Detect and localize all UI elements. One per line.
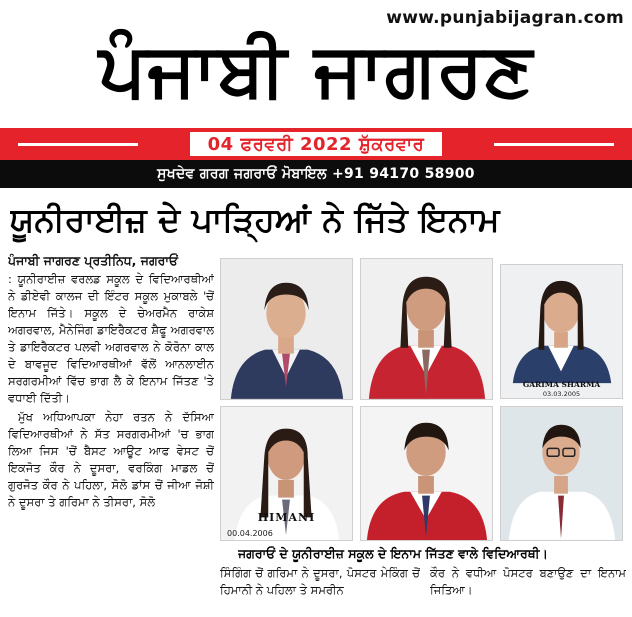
issue-date: 04 ਫਰਵਰੀ 2022 ਸ਼ੁੱਕਰਵਾਰ — [207, 133, 425, 155]
student-photo-2 — [360, 258, 493, 400]
date-band-right-rule — [494, 143, 614, 146]
student-portrait-2 — [361, 259, 492, 399]
article-overflow-col1 — [8, 565, 214, 617]
date-box — [190, 132, 443, 156]
article-byline: ਪੰਜਾਬੀ ਜਾਗਰਣ ਪ੍ਰਤੀਨਿਧ, ਜਗਰਾਓਂ — [8, 253, 178, 268]
site-url[interactable]: www.punjabijagran.com — [386, 8, 624, 28]
student-photo-1 — [220, 258, 353, 400]
article-paragraph-2: ਮੁੱਖ ਅਧਿਆਪਕਾ ਨੇਹਾ ਰਤਨ ਨੇ ਦੱਸਿਆ ਵਿਦਿਆਰਥੀਆਂ ਨੇ ਸੱਤ ਸਰਗਰਮੀਆਂ 'ਚ ਭਾਗ ਲਿਆ ਜਿਸ 'ਚੋਂ ਬੈਸਟ ਆਊਟ ਆਫ ਵੇਸਟ ਚੋਂ ਇਕਜੋਤ ਕੌਰ ਨੇ ਦੂਸਰਾ, ਵਰਕਿੰਗ ਮਾਡਲ ਚੋਂ ਗੁਰਜੋਤ ਕੌਰ ਨੇ ਪਹਿਲਾ, ਸੋਲੋ ਡਾਂਸ ਚੋਂ ਜੀਆ ਜੋਸ਼ੀ ਨੇ ਦੂਸਰਾ ਤੇ ਗਰਿਮਾ ਨੇ ਤੀਸਰਾ, ਸੋਲੋ — [8, 410, 214, 509]
photo-date-garima: 03.03.2005 — [542, 390, 581, 398]
photo-name-himani: HIMANI — [257, 511, 316, 524]
student-photo-garima — [500, 264, 623, 399]
photo-caption: ਜਗਰਾਓਂ ਦੇ ਯੂਨੀਰਾਈਜ਼ ਸਕੂਲ ਦੇ ਇਨਾਮ ਜਿੱਤਣ ਵਾਲੇ ਵਿਦਿਆਰਥੀ। — [238, 546, 548, 561]
article-bottom-col3: ਕੌਰ ਨੇ ਵਧੀਆ ਪੋਸਟਰ ਬਣਾਉਣ ਦਾ ਇਨਾਮ ਜਿਤਿਆ। — [430, 566, 626, 597]
student-photo-5 — [360, 406, 493, 541]
article-headline: ਯੂਨੀਰਾਈਜ਼ ਦੇ ਪਾੜ੍ਹਿਆਂ ਨੇ ਜਿੱਤੇ ਇਨਾਮ — [10, 200, 500, 239]
masthead — [0, 0, 632, 128]
date-band — [0, 128, 632, 160]
article-paragraph-1: : ਯੂਨੀਰਾਈਜ਼ ਵਰਲਡ ਸਕੂਲ ਦੇ ਵਿਦਿਆਰਥੀਆਂ ਨੇ ਡੀਏਵੀ ਕਾਲਜ ਦੀ ਇੰਟਰ ਸਕੂਲ ਮੁਕਾਬਲੇ 'ਚੋਂ ਇਨਾਮ ਜਿੱਤੇ। ਸਕੂਲ ਦੇ ਚੇਅਰਮੈਨ ਰਾਕੇਸ਼ ਅਗਰਵਾਲ, ਮੈਨੇਜਿੰਗ ਡਾਇਰੈਕਟਰ ਸ਼ੈਫੂ ਅਗਰਵਾਲ ਤੇ ਡਾਇਰੈਕਟਰ ਪਲਵੀ ਅਗਰਵਾਲ ਨੇ ਕੋਰੋਨਾ ਕਾਲ ਦੇ ਬਾਵਜੂਦ ਵਿਦਿਆਰਥੀਆਂ ਵੱਲੋਂ ਆਨਲਾਈਨ ਸਰਗਰਮੀਆਂ ਵਿੱਚ ਭਾਗ ਲੈ ਕੇ ਇਨਾਮ ਜਿੱਤਣ 'ਤੇ ਵਧਾਈ ਦਿੱਤੀ। — [8, 272, 214, 405]
student-photo-himani — [220, 406, 353, 541]
photo-date-himani: 00.04.2006 — [227, 529, 273, 538]
photo-collage — [220, 258, 625, 541]
bureau-line: ਸੁਖਦੇਵ ਗਰਗ ਜਗਰਾਓਂ ਮੋਬਾਇਲ +91 94170 58900 — [0, 160, 632, 188]
article-bottom-col2: ਸਿੰਗਿੰਗ ਚੋਂ ਗਰਿਮਾ ਨੇ ਦੂਸਰਾ, ਪੋਸਟਰ ਮੇਕਿੰਗ ਚੋਂ ਹਿਮਾਨੀ ਨੇ ਪਹਿਲਾ ਤੇ ਸਮਰੀਨ — [220, 566, 420, 597]
date-band-left-rule — [18, 143, 138, 146]
student-photo-6 — [500, 406, 623, 541]
newspaper-logo: ਪੰਜਾਬੀ ਜਾਗਰਣ — [98, 27, 534, 113]
article-column-left — [8, 252, 214, 562]
student-portrait-1 — [221, 259, 352, 399]
student-portrait-5 — [361, 407, 492, 540]
student-portrait-6 — [501, 407, 622, 540]
photo-name-garima: GARIMA SHARMA — [522, 380, 601, 389]
student-portrait-3 — [501, 265, 622, 398]
